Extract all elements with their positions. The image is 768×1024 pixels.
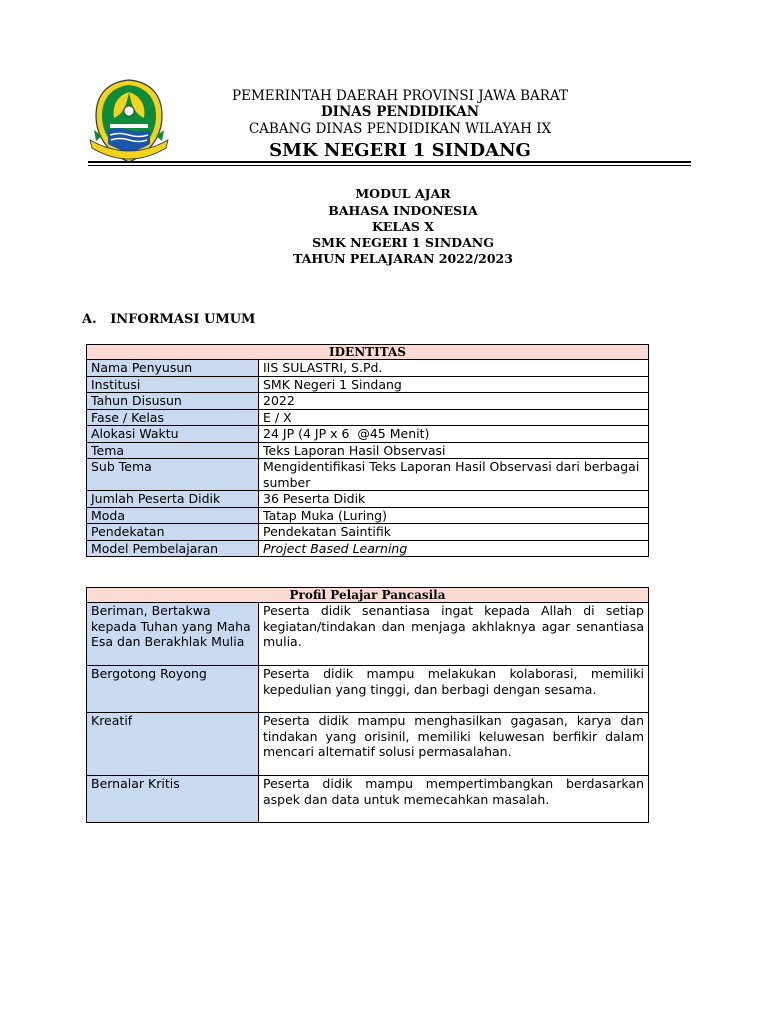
identitas-value: 36 Peserta Didik [259,491,649,508]
table-row [87,459,649,491]
identitas-value: 2022 [259,393,649,410]
identitas-value: Project Based Learning [259,540,649,557]
identitas-label: Jumlah Peserta Didik [87,491,259,508]
table-row [87,393,649,410]
table-row [87,540,649,557]
table-row [87,713,649,776]
identitas-value: SMK Negeri 1 Sindang [259,376,649,393]
table-row [87,491,649,508]
identitas-value: Mengidentifikasi Teks Laporan Hasil Observasi dari berbagai sumber [259,459,649,491]
title-line: MODUL AJAR [355,186,451,201]
table-row [87,376,649,393]
identitas-value: E / X [259,409,649,426]
identitas-value: 24 JP (4 JP x 6 @45 Menit) [259,426,649,443]
identitas-value: Pendekatan Saintifik [259,524,649,541]
profil-label: Kreatif [87,713,259,776]
school-name-header: SMK NEGERI 1 SINDANG [269,140,531,161]
identitas-label: Sub Tema [87,459,259,491]
title-line: SMK NEGERI 1 SINDANG [312,235,494,250]
identitas-label: Alokasi Waktu [87,426,259,443]
identitas-label: Moda [87,507,259,524]
table-row [87,409,649,426]
profil-label: Bergotong Royong [87,666,259,713]
table-row [87,507,649,524]
gov-header-line: PEMERINTAH DAERAH PROVINSI JAWA BARAT [232,88,568,104]
profil-value: Peserta didik senantiasa ingat kepada Allah di setiap kegiatan/tindakan dan menjaga akhlaknya agar senantiasa mulia. [259,603,649,666]
title-line: KELAS X [372,219,434,234]
table-row [87,442,649,459]
provincial-emblem-logo [88,78,170,164]
header-rule-thin [88,165,691,166]
profil-label: Beriman, Bertakwa kepada Tuhan yang Maha Esa dan Berakhlak Mulia [87,603,259,666]
identitas-label: Nama Penyusun [87,360,259,377]
profil-value: Peserta didik mampu menghasilkan gagasan, karya dan tindakan yang orisinil, memiliki keluwesan berfikir dalam mencari alternatif solusi permasalahan. [259,713,649,776]
identitas-label: Fase / Kelas [87,409,259,426]
table-row [87,603,649,666]
branch-header-line: CABANG DINAS PENDIDIKAN WILAYAH IX [248,121,552,137]
profil-value: Peserta didik mampu mempertimbangkan berdasarkan aspek dan data untuk memecahkan masalah. [259,776,649,823]
profil-value: Peserta didik mampu melakukan kolaborasi, memiliki kepedulian yang tinggi, dan berbagi dengan sesama. [259,666,649,713]
identitas-label: Pendekatan [87,524,259,541]
agency-header-line: DINAS PENDIDIKAN [320,104,480,120]
profil-heading: Profil Pelajar Pancasila [87,588,649,603]
identitas-value: Tatap Muka (Luring) [259,507,649,524]
identitas-label: Institusi [87,376,259,393]
identitas-heading: IDENTITAS [87,345,649,360]
section-heading-a: A. INFORMASI UMUM [82,312,256,327]
identitas-label: Tahun Disusun [87,393,259,410]
table-row [87,776,649,823]
identitas-value: Teks Laporan Hasil Observasi [259,442,649,459]
table-row [87,666,649,713]
title-line: BAHASA INDONESIA [328,203,478,218]
identitas-table [86,344,649,557]
identitas-label: Model Pembelajaran [87,540,259,557]
profil-label: Bernalar Kritis [87,776,259,823]
table-row [87,524,649,541]
table-row [87,360,649,377]
identitas-label: Tema [87,442,259,459]
header-rule-thick [88,161,691,163]
title-line: TAHUN PELAJARAN 2022/2023 [293,251,513,266]
table-row [87,426,649,443]
identitas-value: IIS SULASTRI, S.Pd. [259,360,649,377]
profil-pelajar-table [86,587,649,823]
